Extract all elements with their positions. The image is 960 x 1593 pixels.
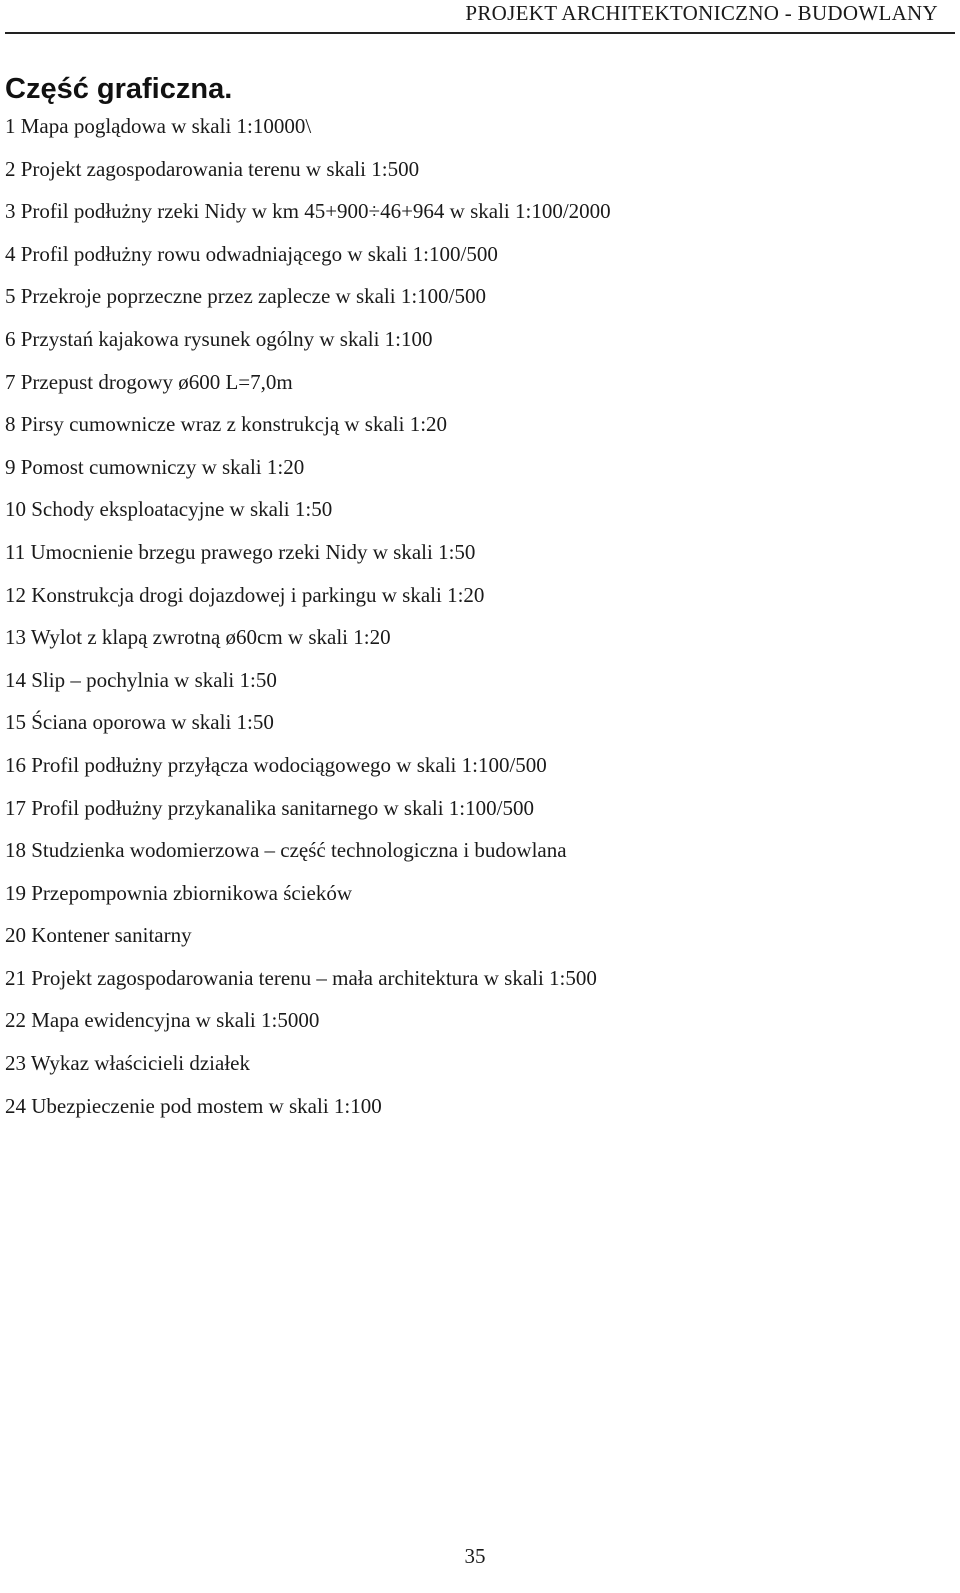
- list-item: 15 Ściana oporowa w skali 1:50: [5, 710, 274, 735]
- list-item: 21 Projekt zagospodarowania terenu – mała architektura w skali 1:500: [5, 965, 597, 990]
- list-item: 3 Profil podłużny rzeki Nidy w km 45+900÷46+964 w skali 1:100/2000: [5, 199, 611, 224]
- drawing-list: [5, 105, 611, 1127]
- list-item: 22 Mapa ewidencyjna w skali 1:5000: [5, 1008, 320, 1033]
- list-item: 4 Profil podłużny rowu odwadniającego w skali 1:100/500: [5, 241, 498, 266]
- list-item: 23 Wykaz właścicieli działek: [5, 1051, 250, 1076]
- list-item: 1 Mapa poglądowa w skali 1:10000\: [5, 114, 312, 138]
- list-item: 8 Pirsy cumownicze wraz z konstrukcją w skali 1:20: [5, 412, 448, 437]
- list-item: 14 Slip – pochylnia w skali 1:50: [5, 667, 277, 692]
- list-item: 5 Przekroje poprzeczne przez zaplecze w skali 1:100/500: [5, 284, 487, 309]
- list-item: 19 Przepompownia zbiornikowa ścieków: [5, 880, 353, 905]
- page-number: 35: [464, 1544, 486, 1568]
- list-item: 13 Wylot z klapą zwrotną ø60cm w skali 1:20: [5, 625, 391, 650]
- list-item: 18 Studzienka wodomierzowa – część technologiczna i budowlana: [5, 838, 567, 863]
- list-item: 10 Schody eksploatacyjne w skali 1:50: [5, 497, 333, 522]
- list-item: 9 Pomost cumowniczy w skali 1:20: [5, 454, 305, 479]
- list-item: 12 Konstrukcja drogi dojazdowej i parkingu w skali 1:20: [5, 582, 485, 607]
- list-item: 16 Profil podłużny przyłącza wodociągowego w skali 1:100/500: [5, 752, 547, 777]
- list-item: 11 Umocnienie brzegu prawego rzeki Nidy w skali 1:50: [5, 539, 476, 564]
- list-item: 17 Profil podłużny przykanalika sanitarnego w skali 1:100/500: [5, 795, 534, 820]
- header-rule: [5, 32, 955, 34]
- running-header: PROJEKT ARCHITEKTONICZNO - BUDOWLANY: [465, 1, 938, 25]
- list-item: 24 Ubezpieczenie pod mostem w skali 1:100: [5, 1093, 382, 1118]
- list-item: 20 Kontener sanitarny: [5, 923, 192, 948]
- list-item: 6 Przystań kajakowa rysunek ogólny w skali 1:100: [5, 326, 433, 351]
- list-item: 7 Przepust drogowy ø600 L=7,0m: [5, 369, 293, 394]
- list-item: 2 Projekt zagospodarowania terenu w skali 1:500: [5, 156, 420, 181]
- section-title: Część graficzna.: [5, 73, 233, 105]
